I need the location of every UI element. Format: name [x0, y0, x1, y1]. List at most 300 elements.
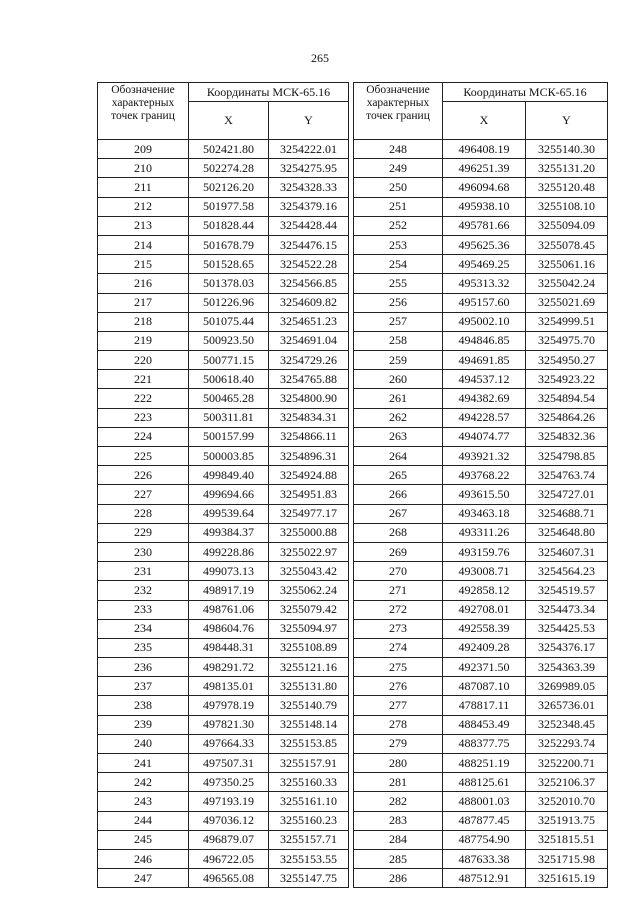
x-coordinate-cell: 499539.64	[189, 504, 269, 523]
table-row	[354, 178, 608, 197]
table-row	[98, 389, 349, 408]
x-coordinate-cell: 497664.33	[189, 734, 269, 753]
x-coordinate-cell: 502274.28	[189, 159, 269, 178]
y-coordinate-cell: 3255078.45	[526, 235, 608, 254]
y-coordinate-cell: 3251913.75	[526, 811, 608, 830]
x-coordinate-cell: 492371.50	[443, 658, 526, 677]
x-coordinate-cell: 496879.07	[189, 830, 269, 849]
x-coordinate-cell: 487877.45	[443, 811, 526, 830]
table-row	[354, 696, 608, 715]
y-coordinate-cell: 3254428.44	[269, 216, 349, 235]
table-row	[98, 869, 349, 888]
x-coordinate-cell: 495469.25	[443, 255, 526, 274]
point-number-cell: 211	[98, 178, 189, 197]
table-row	[354, 849, 608, 868]
y-coordinate-cell: 3254800.90	[269, 389, 349, 408]
x-coordinate-cell: 494537.12	[443, 370, 526, 389]
x-coordinate-cell: 488377.75	[443, 734, 526, 753]
x-coordinate-cell: 495781.66	[443, 216, 526, 235]
y-coordinate-cell: 3254864.26	[526, 408, 608, 427]
y-coordinate-cell: 3255157.71	[269, 830, 349, 849]
x-coordinate-cell: 494074.77	[443, 427, 526, 446]
table-row	[98, 351, 349, 370]
y-coordinate-cell: 3254376.17	[526, 638, 608, 657]
x-coordinate-cell: 501528.65	[189, 255, 269, 274]
x-coordinate-cell: 495938.10	[443, 197, 526, 216]
x-coordinate-cell: 487512.91	[443, 869, 526, 888]
x-coordinate-cell: 498135.01	[189, 677, 269, 696]
table-row	[98, 581, 349, 600]
x-coordinate-cell: 501828.44	[189, 216, 269, 235]
x-coordinate-cell: 478817.11	[443, 696, 526, 715]
point-number-cell: 225	[98, 447, 189, 466]
y-coordinate-cell: 3254425.53	[526, 619, 608, 638]
table-row	[98, 638, 349, 657]
point-number-cell: 212	[98, 197, 189, 216]
y-coordinate-cell: 3255140.30	[526, 140, 608, 159]
point-number-cell: 250	[354, 178, 443, 197]
point-number-cell: 275	[354, 658, 443, 677]
point-number-cell: 215	[98, 255, 189, 274]
point-number-cell: 283	[354, 811, 443, 830]
x-coordinate-cell: 497036.12	[189, 811, 269, 830]
x-coordinate-cell: 500311.81	[189, 408, 269, 427]
point-number-cell: 240	[98, 734, 189, 753]
x-coordinate-cell: 492558.39	[443, 619, 526, 638]
point-number-cell: 267	[354, 504, 443, 523]
x-coordinate-cell: 495157.60	[443, 293, 526, 312]
point-number-cell: 262	[354, 408, 443, 427]
y-coordinate-cell: 3254923.22	[526, 370, 608, 389]
y-coordinate-cell: 3255108.10	[526, 197, 608, 216]
x-coordinate-cell: 496408.19	[443, 140, 526, 159]
y-coordinate-cell: 3255120.48	[526, 178, 608, 197]
y-coordinate-cell: 3255131.20	[526, 159, 608, 178]
y-coordinate-cell: 3269989.05	[526, 677, 608, 696]
point-number-cell: 260	[354, 370, 443, 389]
y-coordinate-cell: 3255062.24	[269, 581, 349, 600]
x-coordinate-cell: 492409.28	[443, 638, 526, 657]
y-coordinate-cell: 3255153.85	[269, 734, 349, 753]
x-coordinate-cell: 501678.79	[189, 235, 269, 254]
table-row	[354, 427, 608, 446]
point-number-cell: 233	[98, 600, 189, 619]
y-coordinate-cell: 3255160.23	[269, 811, 349, 830]
x-coordinate-cell: 493768.22	[443, 466, 526, 485]
x-coordinate-cell: 493008.71	[443, 562, 526, 581]
point-number-cell: 268	[354, 523, 443, 542]
table-row	[98, 274, 349, 293]
table-row	[98, 792, 349, 811]
y-coordinate-cell: 3254894.54	[526, 389, 608, 408]
table-row	[354, 734, 608, 753]
y-coordinate-cell: 3254866.11	[269, 427, 349, 446]
header-coordinates: Координаты МСК-65.16	[189, 83, 349, 102]
table-row	[354, 542, 608, 561]
x-coordinate-cell: 500157.99	[189, 427, 269, 446]
y-coordinate-cell: 3254564.23	[526, 562, 608, 581]
x-coordinate-cell: 500465.28	[189, 389, 269, 408]
point-number-cell: 259	[354, 351, 443, 370]
point-number-cell: 221	[98, 370, 189, 389]
table-body-right	[354, 140, 608, 888]
header-y: Y	[269, 102, 349, 140]
point-number-cell: 264	[354, 447, 443, 466]
table-row	[354, 159, 608, 178]
table-row	[354, 523, 608, 542]
table-row	[98, 600, 349, 619]
y-coordinate-cell: 3255094.09	[526, 216, 608, 235]
y-coordinate-cell: 3252010.70	[526, 792, 608, 811]
table-row	[98, 312, 349, 331]
y-coordinate-cell: 3255108.89	[269, 638, 349, 657]
point-number-cell: 278	[354, 715, 443, 734]
y-coordinate-cell: 3254727.01	[526, 485, 608, 504]
y-coordinate-cell: 3255157.91	[269, 754, 349, 773]
y-coordinate-cell: 3254476.15	[269, 235, 349, 254]
x-coordinate-cell: 499849.40	[189, 466, 269, 485]
table-row	[98, 159, 349, 178]
table-row	[354, 274, 608, 293]
x-coordinate-cell: 487087.10	[443, 677, 526, 696]
x-coordinate-cell: 495313.32	[443, 274, 526, 293]
x-coordinate-cell: 494846.85	[443, 331, 526, 350]
point-number-cell: 282	[354, 792, 443, 811]
x-coordinate-cell: 493463.18	[443, 504, 526, 523]
table-row	[98, 773, 349, 792]
table-row	[354, 485, 608, 504]
table-row	[98, 677, 349, 696]
y-coordinate-cell: 3255147.75	[269, 869, 349, 888]
point-number-cell: 272	[354, 600, 443, 619]
x-coordinate-cell: 499228.86	[189, 542, 269, 561]
x-coordinate-cell: 487633.38	[443, 849, 526, 868]
table-row	[354, 389, 608, 408]
table-row	[98, 370, 349, 389]
x-coordinate-cell: 497350.25	[189, 773, 269, 792]
point-number-cell: 281	[354, 773, 443, 792]
y-coordinate-cell: 3255094.97	[269, 619, 349, 638]
table-row	[354, 658, 608, 677]
table-row	[98, 408, 349, 427]
y-coordinate-cell: 3254363.39	[526, 658, 608, 677]
point-number-cell: 217	[98, 293, 189, 312]
point-number-cell: 219	[98, 331, 189, 350]
point-number-cell: 243	[98, 792, 189, 811]
header-x: X	[189, 102, 269, 140]
table-row	[98, 658, 349, 677]
table-row	[354, 715, 608, 734]
point-number-cell: 244	[98, 811, 189, 830]
point-number-cell: 257	[354, 312, 443, 331]
x-coordinate-cell: 498917.19	[189, 581, 269, 600]
x-coordinate-cell: 497821.30	[189, 715, 269, 734]
y-coordinate-cell: 3251815.51	[526, 830, 608, 849]
y-coordinate-cell: 3254275.95	[269, 159, 349, 178]
y-coordinate-cell: 3254765.88	[269, 370, 349, 389]
point-number-cell: 227	[98, 485, 189, 504]
point-number-cell: 280	[354, 754, 443, 773]
x-coordinate-cell: 492858.12	[443, 581, 526, 600]
x-coordinate-cell: 499384.37	[189, 523, 269, 542]
y-coordinate-cell: 3254950.27	[526, 351, 608, 370]
table-row	[98, 619, 349, 638]
x-coordinate-cell: 494382.69	[443, 389, 526, 408]
table-row	[354, 293, 608, 312]
header-y: Y	[526, 102, 608, 140]
table-row	[354, 351, 608, 370]
x-coordinate-cell: 493615.50	[443, 485, 526, 504]
table-row	[98, 754, 349, 773]
y-coordinate-cell: 3254975.70	[526, 331, 608, 350]
point-number-cell: 258	[354, 331, 443, 350]
table-row	[354, 754, 608, 773]
table-row	[98, 504, 349, 523]
point-number-cell: 251	[354, 197, 443, 216]
table-row	[354, 255, 608, 274]
table-row	[354, 830, 608, 849]
y-coordinate-cell: 3255043.42	[269, 562, 349, 581]
y-coordinate-cell: 3255000.88	[269, 523, 349, 542]
point-number-cell: 253	[354, 235, 443, 254]
table-row	[354, 331, 608, 350]
page-number: 265	[311, 51, 329, 65]
point-number-cell: 216	[98, 274, 189, 293]
table-row	[354, 581, 608, 600]
table-row	[354, 197, 608, 216]
y-coordinate-cell: 3254999.51	[526, 312, 608, 331]
y-coordinate-cell: 3255131.80	[269, 677, 349, 696]
point-number-cell: 247	[98, 869, 189, 888]
y-coordinate-cell: 3254609.82	[269, 293, 349, 312]
header-point-label: Обозначение характерных точек границ	[354, 83, 443, 140]
point-number-cell: 254	[354, 255, 443, 274]
x-coordinate-cell: 487754.90	[443, 830, 526, 849]
y-coordinate-cell: 3255121.16	[269, 658, 349, 677]
table-row	[354, 562, 608, 581]
x-coordinate-cell: 495002.10	[443, 312, 526, 331]
point-number-cell: 239	[98, 715, 189, 734]
table-body-left	[98, 140, 349, 888]
table-row	[98, 235, 349, 254]
point-number-cell: 235	[98, 638, 189, 657]
point-number-cell: 213	[98, 216, 189, 235]
x-coordinate-cell: 499073.13	[189, 562, 269, 581]
point-number-cell: 241	[98, 754, 189, 773]
point-number-cell: 234	[98, 619, 189, 638]
table-row	[98, 811, 349, 830]
x-coordinate-cell: 488251.19	[443, 754, 526, 773]
y-coordinate-cell: 3254691.04	[269, 331, 349, 350]
point-number-cell: 242	[98, 773, 189, 792]
x-coordinate-cell: 488453.49	[443, 715, 526, 734]
point-number-cell: 237	[98, 677, 189, 696]
table-row	[354, 370, 608, 389]
header-x: X	[443, 102, 526, 140]
y-coordinate-cell: 3255061.16	[526, 255, 608, 274]
y-coordinate-cell: 3251615.19	[526, 869, 608, 888]
table-row	[354, 811, 608, 830]
point-number-cell: 249	[354, 159, 443, 178]
table-row	[354, 792, 608, 811]
y-coordinate-cell: 3251715.98	[526, 849, 608, 868]
y-coordinate-cell: 3254519.57	[526, 581, 608, 600]
x-coordinate-cell: 493921.32	[443, 447, 526, 466]
point-number-cell: 261	[354, 389, 443, 408]
point-number-cell: 246	[98, 849, 189, 868]
x-coordinate-cell: 500771.15	[189, 351, 269, 370]
point-number-cell: 209	[98, 140, 189, 159]
y-coordinate-cell: 3254729.26	[269, 351, 349, 370]
table-row	[354, 216, 608, 235]
x-coordinate-cell: 501075.44	[189, 312, 269, 331]
table-row	[354, 408, 608, 427]
x-coordinate-cell: 500618.40	[189, 370, 269, 389]
x-coordinate-cell: 492708.01	[443, 600, 526, 619]
table-row	[354, 677, 608, 696]
point-number-cell: 248	[354, 140, 443, 159]
x-coordinate-cell: 501977.58	[189, 197, 269, 216]
x-coordinate-cell: 488125.61	[443, 773, 526, 792]
y-coordinate-cell: 3252106.37	[526, 773, 608, 792]
table-row	[98, 523, 349, 542]
point-number-cell: 236	[98, 658, 189, 677]
table-row	[98, 293, 349, 312]
x-coordinate-cell: 502421.80	[189, 140, 269, 159]
x-coordinate-cell: 500003.85	[189, 447, 269, 466]
point-number-cell: 222	[98, 389, 189, 408]
x-coordinate-cell: 498291.72	[189, 658, 269, 677]
y-coordinate-cell: 3254566.85	[269, 274, 349, 293]
table-row	[98, 255, 349, 274]
table-row	[98, 542, 349, 561]
table-row	[354, 638, 608, 657]
point-number-cell: 223	[98, 408, 189, 427]
table-row	[354, 447, 608, 466]
point-number-cell: 245	[98, 830, 189, 849]
point-number-cell: 271	[354, 581, 443, 600]
table-row	[98, 140, 349, 159]
y-coordinate-cell: 3254522.28	[269, 255, 349, 274]
x-coordinate-cell: 497193.19	[189, 792, 269, 811]
x-coordinate-cell: 494228.57	[443, 408, 526, 427]
y-coordinate-cell: 3252200.71	[526, 754, 608, 773]
x-coordinate-cell: 498761.06	[189, 600, 269, 619]
table-row	[98, 485, 349, 504]
point-number-cell: 229	[98, 523, 189, 542]
table-row	[354, 504, 608, 523]
y-coordinate-cell: 3254977.17	[269, 504, 349, 523]
x-coordinate-cell: 501378.03	[189, 274, 269, 293]
table-row	[354, 312, 608, 331]
table-row	[98, 331, 349, 350]
point-number-cell: 273	[354, 619, 443, 638]
x-coordinate-cell: 488001.03	[443, 792, 526, 811]
point-number-cell: 269	[354, 542, 443, 561]
point-number-cell: 263	[354, 427, 443, 446]
y-coordinate-cell: 3255079.42	[269, 600, 349, 619]
table-row	[98, 216, 349, 235]
x-coordinate-cell: 496565.08	[189, 869, 269, 888]
point-number-cell: 238	[98, 696, 189, 715]
y-coordinate-cell: 3254896.31	[269, 447, 349, 466]
coordinates-table-left	[97, 82, 349, 888]
point-number-cell: 252	[354, 216, 443, 235]
point-number-cell: 286	[354, 869, 443, 888]
y-coordinate-cell: 3254951.83	[269, 485, 349, 504]
table-row	[98, 830, 349, 849]
point-number-cell: 284	[354, 830, 443, 849]
y-coordinate-cell: 3252293.74	[526, 734, 608, 753]
header-coordinates: Координаты МСК-65.16	[443, 83, 608, 102]
x-coordinate-cell: 502126.20	[189, 178, 269, 197]
y-coordinate-cell: 3254651.23	[269, 312, 349, 331]
header-point-label: Обозначение характерных точек границ	[98, 83, 189, 140]
y-coordinate-cell: 3254379.16	[269, 197, 349, 216]
table-row	[98, 178, 349, 197]
y-coordinate-cell: 3252348.45	[526, 715, 608, 734]
table-row	[354, 773, 608, 792]
y-coordinate-cell: 3254798.85	[526, 447, 608, 466]
table-row	[98, 562, 349, 581]
point-number-cell: 270	[354, 562, 443, 581]
point-number-cell: 255	[354, 274, 443, 293]
point-number-cell: 214	[98, 235, 189, 254]
y-coordinate-cell: 3255148.14	[269, 715, 349, 734]
x-coordinate-cell: 498604.76	[189, 619, 269, 638]
x-coordinate-cell: 501226.96	[189, 293, 269, 312]
table-row	[98, 427, 349, 446]
table-row	[354, 466, 608, 485]
y-coordinate-cell: 3255042.24	[526, 274, 608, 293]
y-coordinate-cell: 3254688.71	[526, 504, 608, 523]
table-row	[354, 869, 608, 888]
table-row	[98, 696, 349, 715]
x-coordinate-cell: 497507.31	[189, 754, 269, 773]
y-coordinate-cell: 3254763.74	[526, 466, 608, 485]
y-coordinate-cell: 3255022.97	[269, 542, 349, 561]
x-coordinate-cell: 494691.85	[443, 351, 526, 370]
point-number-cell: 210	[98, 159, 189, 178]
y-coordinate-cell: 3254473.34	[526, 600, 608, 619]
x-coordinate-cell: 493159.76	[443, 542, 526, 561]
x-coordinate-cell: 497978.19	[189, 696, 269, 715]
table-row	[98, 715, 349, 734]
y-coordinate-cell: 3254607.31	[526, 542, 608, 561]
table-row	[98, 734, 349, 753]
y-coordinate-cell: 3255140.79	[269, 696, 349, 715]
x-coordinate-cell: 496722.05	[189, 849, 269, 868]
table-row	[354, 619, 608, 638]
y-coordinate-cell: 3255153.55	[269, 849, 349, 868]
point-number-cell: 274	[354, 638, 443, 657]
x-coordinate-cell: 498448.31	[189, 638, 269, 657]
y-coordinate-cell: 3255161.10	[269, 792, 349, 811]
point-number-cell: 265	[354, 466, 443, 485]
table-row	[354, 600, 608, 619]
y-coordinate-cell: 3254832.36	[526, 427, 608, 446]
table-row	[98, 447, 349, 466]
table-row	[98, 197, 349, 216]
y-coordinate-cell: 3254328.33	[269, 178, 349, 197]
point-number-cell: 285	[354, 849, 443, 868]
point-number-cell: 224	[98, 427, 189, 446]
table-row	[98, 849, 349, 868]
x-coordinate-cell: 493311.26	[443, 523, 526, 542]
point-number-cell: 231	[98, 562, 189, 581]
point-number-cell: 218	[98, 312, 189, 331]
point-number-cell: 230	[98, 542, 189, 561]
